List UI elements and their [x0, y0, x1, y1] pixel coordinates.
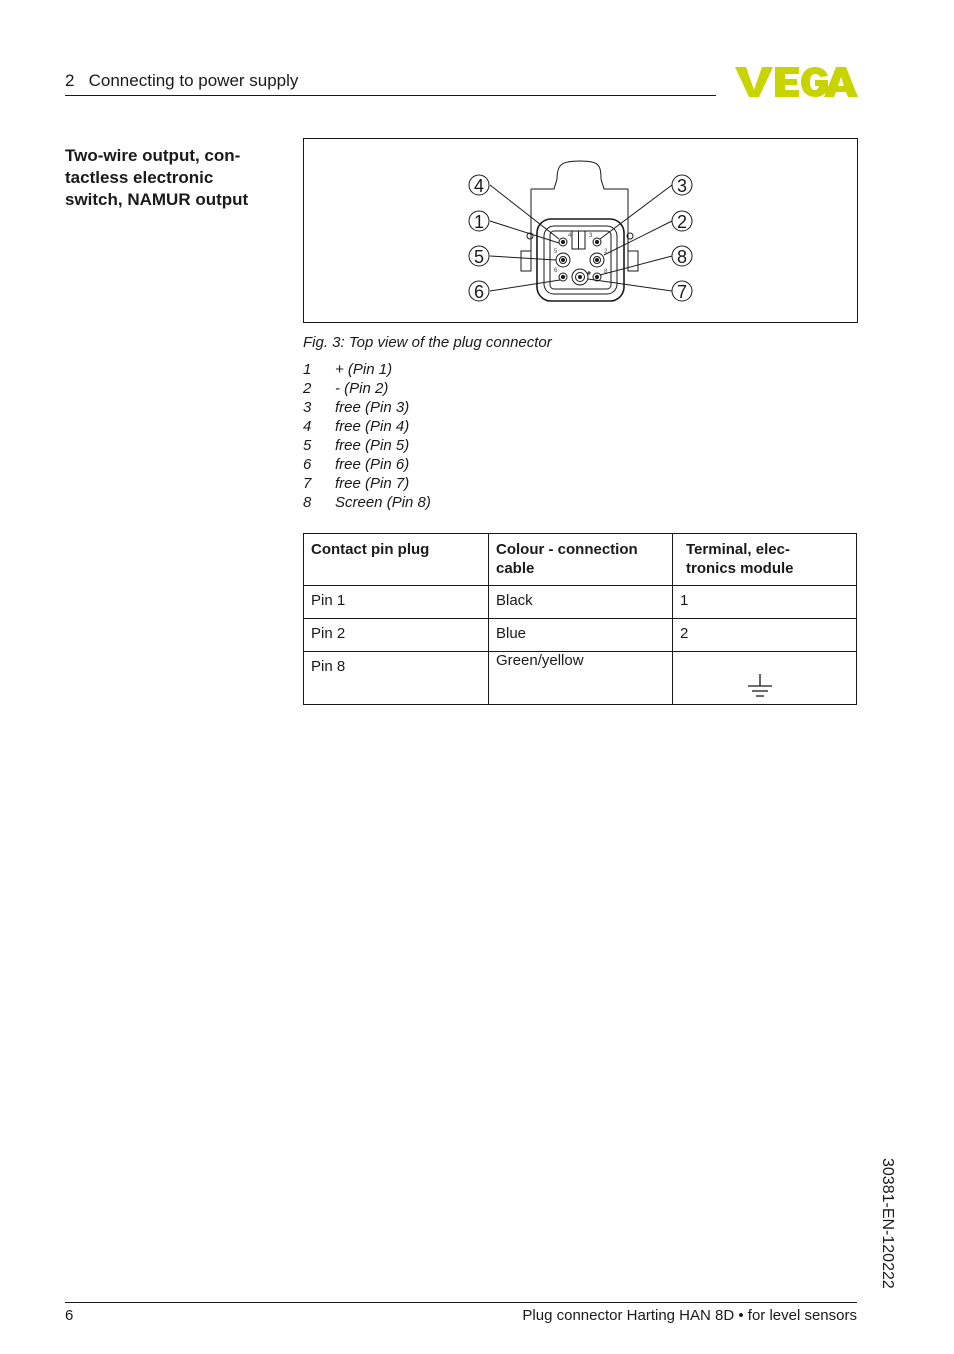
callout-number: 3 — [676, 176, 688, 196]
pin-assignment-table — [303, 533, 857, 705]
latch-left — [521, 251, 531, 271]
callout-number: 8 — [676, 247, 688, 267]
footer-rule — [65, 1302, 857, 1303]
callouts-left — [469, 175, 489, 302]
table-cell: Black — [489, 586, 673, 619]
document-number-text: 30381-EN-120222 — [879, 1158, 896, 1289]
table-cell: Blue — [489, 619, 673, 652]
table-cell-ground — [673, 652, 857, 705]
legend-item — [303, 455, 431, 474]
header-colour: Colour - connection cable — [489, 534, 673, 586]
document-number — [870, 1158, 904, 1308]
legend-item — [303, 436, 431, 455]
legend-number: 1 — [303, 361, 312, 378]
legend-text: free (Pin 5) — [335, 437, 410, 454]
header-rule — [65, 95, 716, 96]
side-heading-line: switch, NAMUR output — [65, 190, 249, 209]
legend-text: + (Pin 1) — [335, 361, 393, 378]
pin-label: 2 — [604, 249, 608, 255]
legend-text: free (Pin 4) — [335, 418, 410, 435]
legend-text: free (Pin 6) — [335, 456, 410, 473]
header-terminal: Terminal, elec- tronics module — [673, 534, 857, 586]
callouts-right — [672, 175, 692, 302]
table-header-row — [304, 534, 857, 586]
leader-5 — [490, 256, 556, 260]
table-row — [304, 619, 857, 652]
side-heading — [65, 145, 290, 211]
table-cell: 2 — [673, 619, 857, 652]
legend-number: 4 — [303, 418, 312, 435]
table-cell: Green/yellow — [489, 652, 673, 705]
legend-number: 6 — [303, 456, 312, 473]
callout-number: 6 — [473, 282, 485, 302]
pin-label: 4 — [568, 233, 572, 239]
leader-4 — [490, 185, 559, 239]
legend-item — [303, 474, 431, 493]
pin-label: 6 — [554, 268, 558, 274]
latch-right — [628, 251, 638, 271]
legend-number: 8 — [303, 494, 312, 511]
table-cell: Pin 8 — [304, 652, 489, 705]
legend-text: Screen (Pin 8) — [335, 494, 431, 511]
side-heading-line: Two-wire output, con- — [65, 146, 241, 165]
table-row — [304, 586, 857, 619]
table-row — [304, 652, 857, 705]
pin-label: 8 — [604, 269, 608, 275]
callout-number: 5 — [473, 247, 485, 267]
legend-item — [303, 417, 431, 436]
leader-3 — [600, 185, 672, 239]
footer-title: Plug connector Harting HAN 8D • for level sensors — [522, 1307, 857, 1324]
callout-number: 1 — [473, 212, 485, 232]
legend-number: 5 — [303, 437, 312, 454]
section-title: 2 Connecting to power supply — [65, 71, 299, 90]
side-heading-line: tactless electronic — [65, 168, 214, 187]
legend-number: 3 — [303, 399, 312, 416]
callout-number: 7 — [676, 282, 688, 302]
figure-legend — [303, 360, 431, 512]
plug-connector-drawing — [304, 139, 857, 322]
pin-label: 5 — [554, 249, 558, 255]
callout-number: 4 — [473, 176, 485, 196]
legend-text: - (Pin 2) — [335, 380, 389, 397]
legend-text: free (Pin 3) — [335, 399, 410, 416]
page-number: 6 — [65, 1307, 74, 1324]
leader-2 — [604, 221, 672, 255]
pin-label: 3 — [589, 233, 593, 239]
ground-icon — [745, 672, 775, 702]
legend-text: free (Pin 7) — [335, 475, 410, 492]
vega-logo — [733, 64, 859, 100]
leader-6 — [490, 280, 560, 291]
legend-item — [303, 493, 431, 512]
housing-outline — [531, 161, 628, 259]
callout-number: 2 — [676, 212, 688, 232]
legend-number: 7 — [303, 475, 312, 492]
table-cell: 1 — [673, 586, 857, 619]
legend-item — [303, 379, 431, 398]
table-cell: Pin 2 — [304, 619, 489, 652]
header-contact-pin: Contact pin plug — [304, 534, 489, 586]
table-cell: Pin 1 — [304, 586, 489, 619]
figure-caption: Fig. 3: Top view of the plug connector — [303, 334, 552, 351]
legend-item — [303, 360, 431, 379]
plug-connector-figure — [303, 138, 858, 323]
legend-number: 2 — [303, 380, 312, 397]
leader-1 — [490, 221, 559, 243]
pin-contacts — [556, 238, 604, 285]
legend-item — [303, 398, 431, 417]
